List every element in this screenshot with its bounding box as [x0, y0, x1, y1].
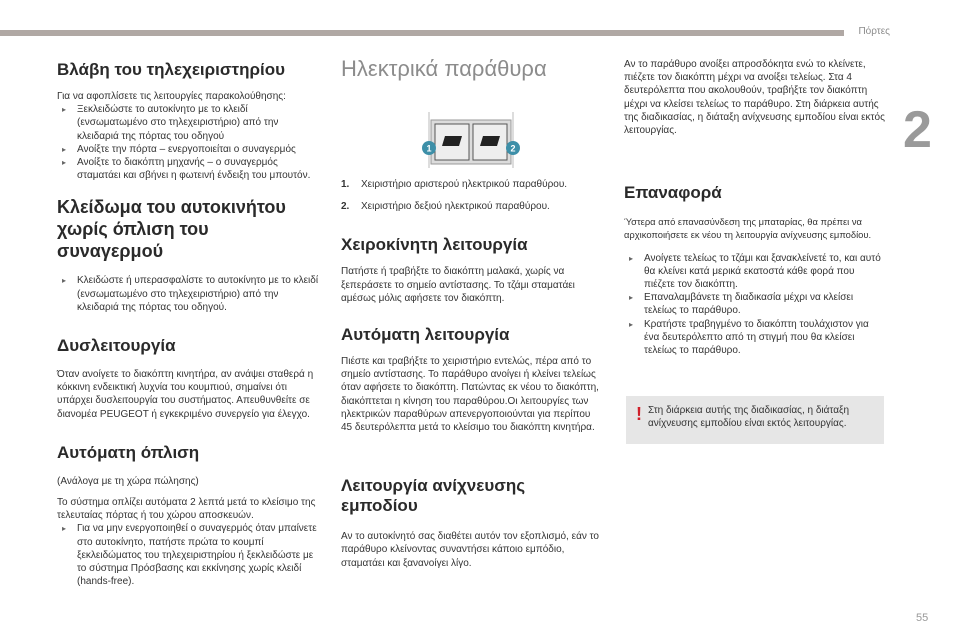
warning-box: [626, 396, 884, 444]
section-label: Πόρτες: [858, 26, 890, 37]
heading-anti-pinch: Λειτουργία ανίχνευσης εμποδίου: [341, 476, 526, 516]
heading-line-2: χωρίς όπλιση του συναγερμού: [57, 219, 209, 262]
malfunction-text: Όταν ανοίγετε το διακόπτη κινητήρα, αν ανάψει σταθερά η κόκκινη ενδεικτική λυχνία του κουμπιού, σημαίνει ότι υπάρχει δυσλειτουργία του συστήματος. Απευθυνθείτε σε διανομέα PEUGEOT ή εγκεκριμένο συνεργείο για έλεγχο.: [57, 369, 314, 420]
heading-reset: Επαναφορά: [624, 183, 722, 203]
legend-item-1: [341, 178, 603, 191]
window-switch-illustration: [421, 112, 521, 168]
heading-malfunction: Δυσλειτουργία: [57, 336, 176, 356]
legend-text: Χειριστήριο αριστερού ηλεκτρικού παραθύρου.: [361, 179, 568, 190]
legend-item-2: [341, 200, 603, 213]
window-icon: [442, 136, 462, 146]
list-item: ▸ Κρατήστε τραβηγμένο το διακόπτη τουλάχιστον για ένα δευτερόλεπτο από τη στιγμή που θα κλείσει τελείως το παράθυρο.: [624, 318, 886, 358]
reset-text: Ύστερα από επανασύνδεση της μπαταρίας, θα πρέπει να αρχικοποιήσετε εκ νέου τη λειτουργία ανίχνευσης εμποδίου.: [624, 216, 872, 241]
list-item: ▸ Ανοίγετε τελείως το τζάμι και ξανακλείνετέ το, και αυτό θα κλείνει κατά μερικά εκατοστά κάθε φορά που πιέζετε τον διακόπτη.: [624, 252, 886, 292]
column-3: [624, 56, 886, 357]
page-title-windows: Ηλεκτρικά παράθυρα: [341, 56, 547, 81]
auto-arm-list: [57, 522, 319, 588]
warning-icon: !: [636, 404, 642, 424]
heading-auto-arm: Αυτόματη όπλιση: [57, 442, 200, 462]
heading-remote-failure: Βλάβη του τηλεχειριστηρίου: [57, 60, 286, 79]
list-item: ▸ Ανοίξτε την πόρτα – ενεργοποιείται ο συναγερμός: [57, 143, 319, 156]
reset-list: [624, 252, 886, 358]
callout-1-label: 1: [426, 143, 432, 154]
chapter-number: 2: [903, 101, 932, 159]
remote-failure-list: [57, 103, 319, 182]
list-item: ▸ Ξεκλειδώστε το αυτοκίνητο με το κλειδί (ενσωματωμένο στο τηλεχειριστήριο) από την κλειδαριά της πόρτας του οδηγού: [57, 103, 319, 143]
manual-mode-text: Πατήστε ή τραβήξτε το διακόπτη μαλακά, χωρίς να ξεπεράσετε το σημείο αντίστασης. Το τζάμι σταματάει αμέσως μόλις αφήσετε τον διακόπτη.: [341, 266, 575, 304]
lock-no-alarm-list: [57, 274, 319, 314]
anti-pinch-continued: Αν το παράθυρο ανοίξει απροσδόκητα ενώ το κλείνετε, πιέζετε τον διακόπτη μέχρι να ανοίξει τελείως. Στα 4 δευτερόλεπτα που ακολουθούν, τραβήξτε τον διακόπτη μέχρι να κλείσει τελείως το παράθυρο. Στη διάρκεια αυτής της διαδικασίας, η διάταξη ανίχνευσης εμποδίου είναι εκτός λειτουργίας.: [624, 59, 885, 137]
anti-pinch-text: Αν το αυτοκίνητό σας διαθέτει αυτόν τον εξοπλισμό, εάν το παράθυρο κλείνοντας συναντήσει κάποιο εμπόδιο, σταματάει και ξανανοίγει λίγο.: [341, 531, 599, 569]
page-number: 55: [916, 612, 929, 624]
legend-number: 2.: [341, 201, 350, 213]
list-item: ▸ Ανοίξτε το διακόπτη μηχανής – ο συναγερμός σταματάει και σβήνει η φωτεινή ένδειξη του μπουτόν.: [57, 156, 319, 182]
heading-auto-mode: Αυτόματη λειτουργία: [341, 325, 510, 345]
auto-arm-text: Το σύστημα οπλίζει αυτόματα 2 λεπτά μετά το κλείσιμο της τελευταίας πόρτας ή του χώρου αποσκευών.: [57, 497, 316, 522]
callout-2-label: 2: [510, 143, 516, 154]
list-item: ▸ Επαναλαμβάνετε τη διαδικασία μέχρι να κλείσει τελείως το παράθυρο.: [624, 291, 886, 317]
list-item: ▸ Κλειδώστε ή υπερασφαλίστε το αυτοκίνητο με το κλειδί (ενσωματωμένο στο τηλεχειριστήριο) από την κλειδαριά της πόρτας του οδηγού.: [57, 274, 319, 314]
legend-text: Χειριστήριο δεξιού ηλεκτρικού παραθύρου.: [361, 201, 550, 213]
warning-text: Στη διάρκεια αυτής της διαδικασίας, η διάταξη ανίχνευσης εμποδίου είναι εκτός λειτουργίας.: [648, 405, 850, 429]
column-2-body: [341, 178, 603, 570]
remote-failure-intro: Για να αφοπλίσετε τις λειτουργίες παρακολούθησης:: [57, 91, 286, 102]
legend-number: 1.: [341, 179, 350, 190]
column-1: [57, 56, 319, 588]
heading-line-1: Κλείδωμα του αυτοκινήτου: [57, 197, 286, 218]
auto-arm-note: (Ανάλογα με τη χώρα πώλησης): [57, 475, 199, 487]
heading-manual-mode: Χειροκίνητη λειτουργία: [341, 235, 528, 255]
window-icon: [480, 136, 500, 146]
auto-mode-text: Πιέστε και τραβήξτε το χειριστήριο εντελώς, πέρα από το σημείο αντίστασης. Το παράθυρο ανοίγει ή κλείνει τελείως όταν αφήσετε το διακόπτη. Πατώντας εκ νέου το διακόπτη, διακόπτεται η κίνηση του παραθύρου.Οι λειτουργίες των ηλεκτρικών παραθύρων απενεργοποιούνται για περίπου 45 δευτερόλεπτα μετά το κλείσιμο του διακόπτη κινητήρα.: [341, 356, 599, 434]
header-bar: [0, 30, 844, 36]
heading-lock-no-alarm: [57, 196, 319, 262]
list-item: ▸ Για να μην ενεργοποιηθεί ο συναγερμός όταν μπαίνετε στο αυτοκίνητο, πατήστε πρώτα το κουμπί ξεκλειδώματος του τηλεχειριστηρίου ή ξεκλειδώστε με το σύστημα Πρόσβασης και εκκίνησης χωρίς κλειδί (hands-free).: [57, 522, 319, 588]
column-2: [341, 56, 603, 82]
